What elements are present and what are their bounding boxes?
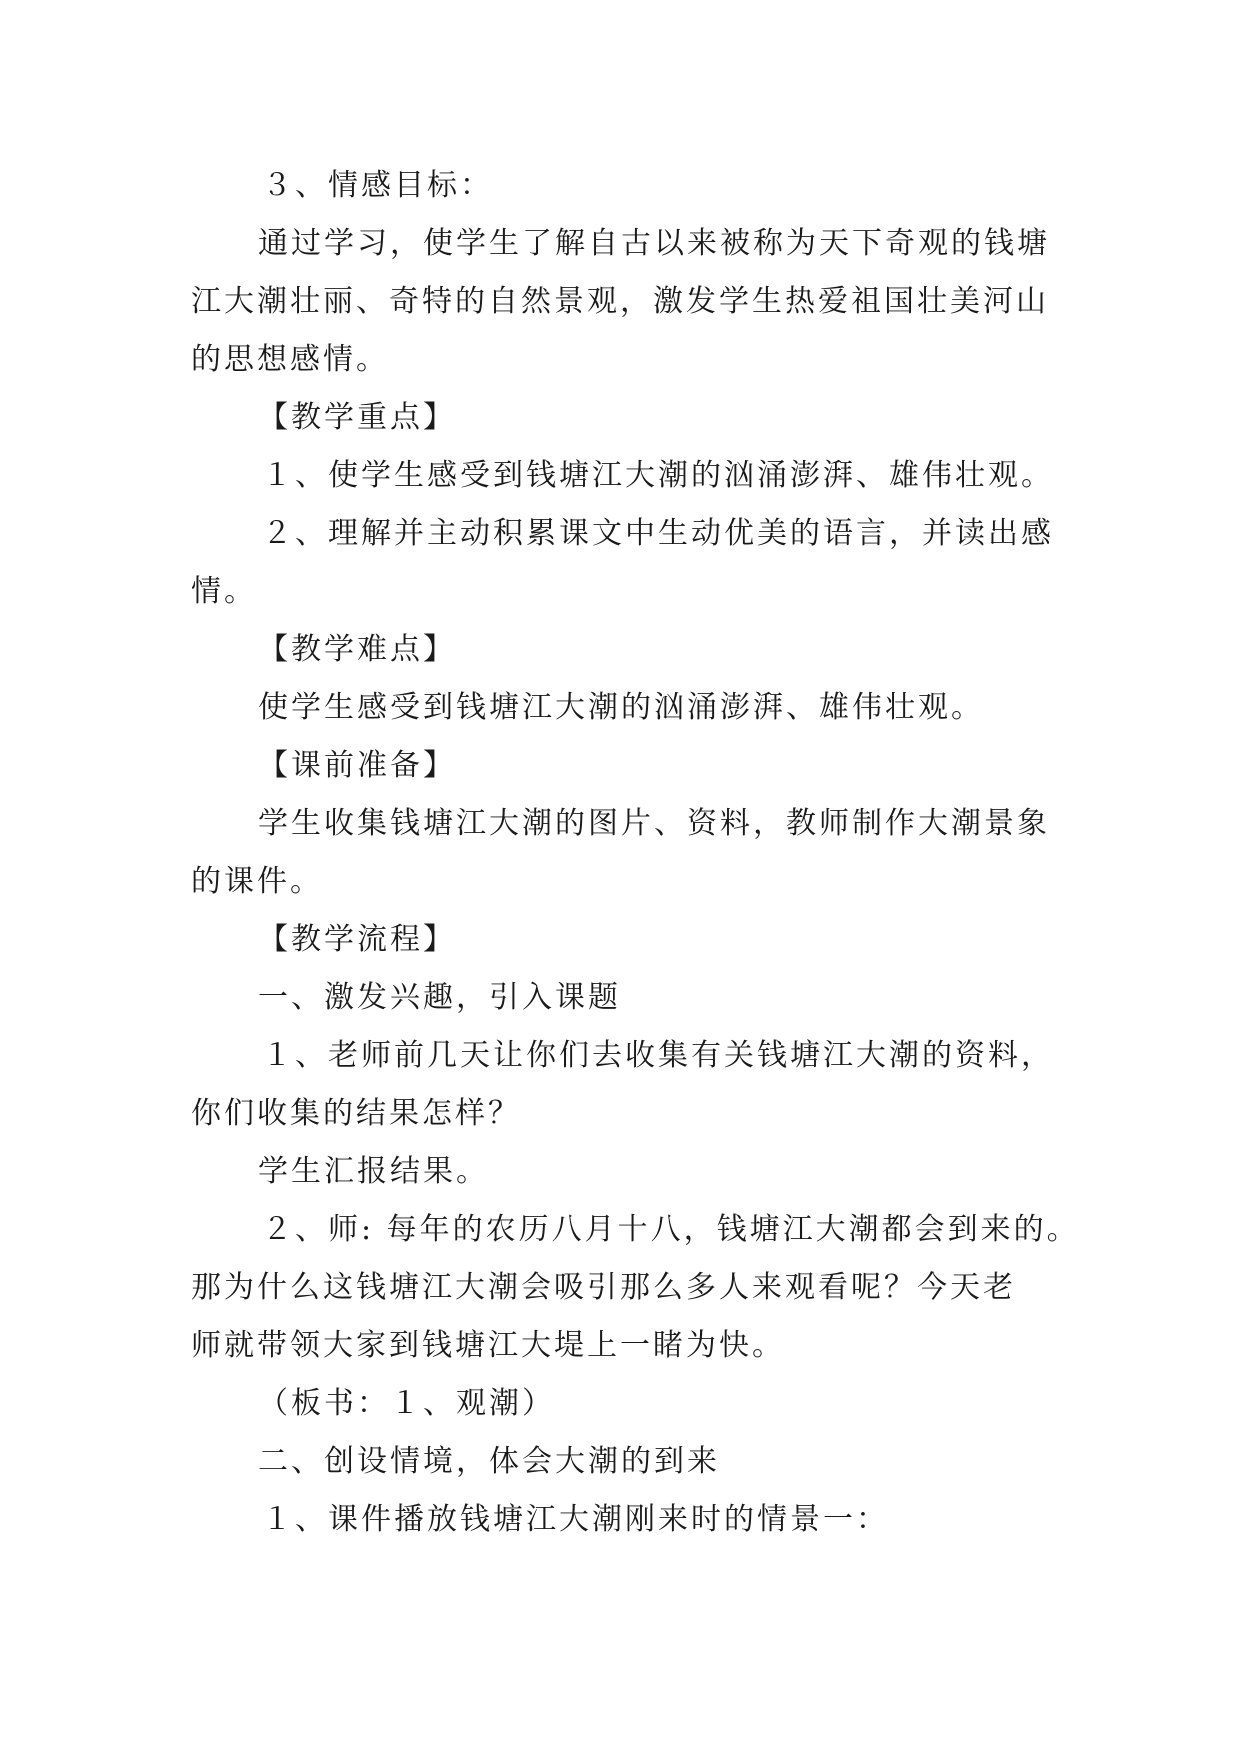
- section-heading-emotional-goal: ３、情感目标：: [262, 168, 493, 203]
- board-note: （板书：１、观潮）: [258, 1386, 555, 1421]
- paragraph-line: 的思想感情。: [191, 342, 389, 377]
- list-item-line: ２、理解并主动积累课文中生动优美的语言，并读出感: [262, 516, 1054, 551]
- paragraph-line: 师就带领大家到钱塘江大堤上一睹为快。: [191, 1328, 785, 1363]
- paragraph-line: 江大潮壮丽、奇特的自然景观，激发学生热爱祖国壮美河山: [191, 284, 1049, 319]
- section-heading-teaching-process: 【教学流程】: [258, 922, 456, 957]
- list-item-line: １、课件播放钱塘江大潮刚来时的情景一：: [262, 1502, 889, 1537]
- list-item-line: 你们收集的结果怎样？: [191, 1096, 521, 1131]
- paragraph-line: 使学生感受到钱塘江大潮的汹涌澎湃、雄伟壮观。: [258, 690, 984, 725]
- section-heading-teaching-focus: 【教学重点】: [258, 400, 456, 435]
- paragraph-line: 的课件。: [191, 864, 323, 899]
- section-heading-preparation: 【课前准备】: [258, 748, 456, 783]
- list-item-line: １、使学生感受到钱塘江大潮的汹涌澎湃、雄伟壮观。: [262, 458, 1054, 493]
- list-item-line: ２、师: 每年的农历八月十八，钱塘江大潮都会到来的。: [262, 1212, 1080, 1247]
- subsection-heading: 二、创设情境，体会大潮的到来: [258, 1444, 720, 1479]
- subsection-heading: 一、激发兴趣，引入课题: [258, 980, 621, 1015]
- list-item-line: １、老师前几天让你们去收集有关钱塘江大潮的资料，: [262, 1038, 1054, 1073]
- paragraph-line: 通过学习，使学生了解自古以来被称为天下奇观的钱塘: [258, 226, 1050, 261]
- paragraph-line: 学生收集钱塘江大潮的图片、资料，教师制作大潮景象: [258, 806, 1050, 841]
- section-heading-teaching-difficulty: 【教学难点】: [258, 632, 456, 667]
- paragraph-line: 学生汇报结果。: [258, 1154, 489, 1189]
- list-item-line: 情。: [191, 574, 257, 609]
- paragraph-line: 那为什么这钱塘江大潮会吸引那么多人来观看呢？今天老: [191, 1270, 1016, 1305]
